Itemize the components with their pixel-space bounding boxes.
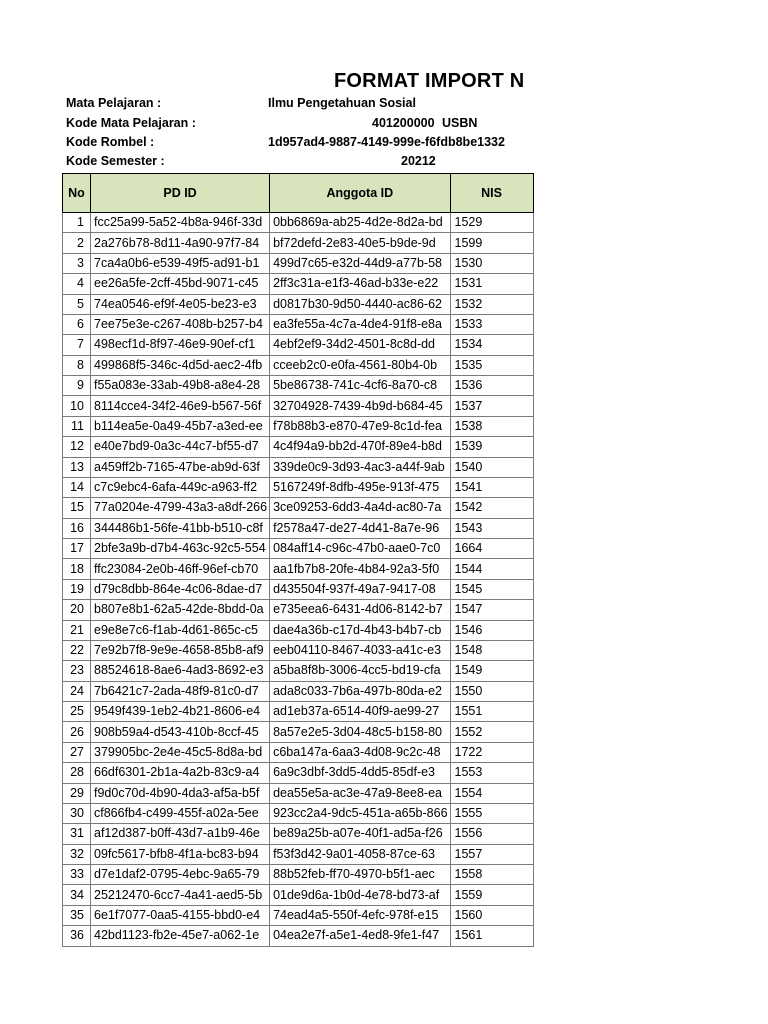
- cell-nis[interactable]: 1556: [450, 824, 533, 844]
- table-row: [63, 498, 534, 518]
- cell-pd-id[interactable]: a459ff2b-7165-47be-ab9d-63f: [91, 457, 270, 477]
- cell-no[interactable]: 7: [63, 335, 91, 355]
- table-row: [63, 742, 534, 762]
- table-row: [63, 824, 534, 844]
- cell-nis[interactable]: 1664: [450, 539, 533, 559]
- cell-pd-id[interactable]: b807e8b1-62a5-42de-8bdd-0a: [91, 600, 270, 620]
- cell-nis[interactable]: 1558: [450, 865, 533, 885]
- table-row: [63, 763, 534, 783]
- cell-nis[interactable]: 1559: [450, 885, 533, 905]
- table-row: [63, 477, 534, 497]
- cell-no[interactable]: 26: [63, 722, 91, 742]
- cell-anggota-id[interactable]: 5be86738-741c-4cf6-8a70-c8: [270, 376, 450, 396]
- cell-anggota-id[interactable]: ada8c033-7b6a-497b-80da-e2: [270, 681, 450, 701]
- cell-no[interactable]: 34: [63, 885, 91, 905]
- table-row: [63, 314, 534, 334]
- cell-no[interactable]: 17: [63, 539, 91, 559]
- cell-no[interactable]: 12: [63, 437, 91, 457]
- table-row: [63, 600, 534, 620]
- table-row: [63, 518, 534, 538]
- cell-no[interactable]: 1: [63, 213, 91, 233]
- cell-nis[interactable]: 1533: [450, 314, 533, 334]
- cell-pd-id[interactable]: 7e92b7f8-9e9e-4658-85b8-af9: [91, 640, 270, 660]
- cell-anggota-id[interactable]: 923cc2a4-9dc5-451a-a65b-866: [270, 803, 450, 823]
- cell-pd-id[interactable]: c7c9ebc4-6afa-449c-a963-ff2: [91, 477, 270, 497]
- cell-anggota-id[interactable]: 084aff14-c96c-47b0-aae0-7c0: [270, 539, 450, 559]
- table-row: [63, 885, 534, 905]
- table-row: [63, 376, 534, 396]
- cell-pd-id[interactable]: 9549f439-1eb2-4b21-8606-e4: [91, 702, 270, 722]
- cell-pd-id[interactable]: 8114cce4-34f2-46e9-b567-56f: [91, 396, 270, 416]
- cell-nis[interactable]: 1532: [450, 294, 533, 314]
- cell-pd-id[interactable]: cf866fb4-c499-455f-a02a-5ee: [91, 803, 270, 823]
- cell-anggota-id[interactable]: e735eea6-6431-4d06-8142-b7: [270, 600, 450, 620]
- cell-no[interactable]: 24: [63, 681, 91, 701]
- table-row: [63, 539, 534, 559]
- cell-no[interactable]: 20: [63, 600, 91, 620]
- table-row: [63, 355, 534, 375]
- header-anggota-id: Anggota ID: [270, 174, 450, 213]
- cell-anggota-id[interactable]: dea55e5a-ac3e-47a9-8ee8-ea: [270, 783, 450, 803]
- cell-no[interactable]: 2: [63, 233, 91, 253]
- cell-nis[interactable]: 1530: [450, 253, 533, 273]
- cell-nis[interactable]: 1543: [450, 518, 533, 538]
- cell-no[interactable]: 32: [63, 844, 91, 864]
- cell-anggota-id[interactable]: 8a57e2e5-3d04-48c5-b158-80: [270, 722, 450, 742]
- cell-nis[interactable]: 1554: [450, 783, 533, 803]
- cell-pd-id[interactable]: 7ee75e3e-c267-408b-b257-b4: [91, 314, 270, 334]
- cell-pd-id[interactable]: 379905bc-2e4e-45c5-8d8a-bd: [91, 742, 270, 762]
- cell-nis[interactable]: 1540: [450, 457, 533, 477]
- cell-pd-id[interactable]: 344486b1-56fe-41bb-b510-c8f: [91, 518, 270, 538]
- cell-no[interactable]: 15: [63, 498, 91, 518]
- cell-no[interactable]: 27: [63, 742, 91, 762]
- table-row: [63, 620, 534, 640]
- cell-nis[interactable]: 1545: [450, 579, 533, 599]
- cell-no[interactable]: 30: [63, 803, 91, 823]
- cell-nis[interactable]: 1551: [450, 702, 533, 722]
- cell-pd-id[interactable]: 6e1f7077-0aa5-4155-bbd0-e4: [91, 905, 270, 925]
- table-row: [63, 722, 534, 742]
- mapel-label: Mata Pelajaran :: [66, 96, 162, 110]
- cell-nis[interactable]: 1549: [450, 661, 533, 681]
- cell-nis[interactable]: 1550: [450, 681, 533, 701]
- cell-anggota-id[interactable]: 2ff3c31a-e1f3-46ad-b33e-e22: [270, 274, 450, 294]
- cell-anggota-id[interactable]: be89a25b-a07e-40f1-ad5a-f26: [270, 824, 450, 844]
- cell-nis[interactable]: 1560: [450, 905, 533, 925]
- cell-anggota-id[interactable]: eeb04110-8467-4033-a41c-e3: [270, 640, 450, 660]
- cell-nis[interactable]: 1555: [450, 803, 533, 823]
- table-row: [63, 274, 534, 294]
- cell-anggota-id[interactable]: 04ea2e7f-a5e1-4ed8-9fe1-f47: [270, 926, 450, 946]
- cell-pd-id[interactable]: 77a0204e-4799-43a3-a8df-266: [91, 498, 270, 518]
- cell-anggota-id[interactable]: 4ebf2ef9-34d2-4501-8c8d-dd: [270, 335, 450, 355]
- table-body: [63, 213, 534, 947]
- cell-nis[interactable]: 1537: [450, 396, 533, 416]
- table-row: [63, 803, 534, 823]
- table-row: [63, 640, 534, 660]
- cell-nis[interactable]: 1548: [450, 640, 533, 660]
- cell-pd-id[interactable]: 7b6421c7-2ada-48f9-81c0-d7: [91, 681, 270, 701]
- cell-pd-id[interactable]: 66df6301-2b1a-4a2b-83c9-a4: [91, 763, 270, 783]
- cell-no[interactable]: 23: [63, 661, 91, 681]
- cell-anggota-id[interactable]: 32704928-7439-4b9d-b684-45: [270, 396, 450, 416]
- table-row: [63, 579, 534, 599]
- cell-anggota-id[interactable]: d435504f-937f-49a7-9417-08: [270, 579, 450, 599]
- semester-value: 20212: [401, 154, 436, 168]
- cell-no[interactable]: 35: [63, 905, 91, 925]
- table-row: [63, 335, 534, 355]
- cell-pd-id[interactable]: 499868f5-346c-4d5d-aec2-4fb: [91, 355, 270, 375]
- cell-pd-id[interactable]: d79c8dbb-864e-4c06-8dae-d7: [91, 579, 270, 599]
- cell-nis[interactable]: 1544: [450, 559, 533, 579]
- cell-anggota-id[interactable]: 6a9c3dbf-3dd5-4dd5-85df-e3: [270, 763, 450, 783]
- semester-label: Kode Semester :: [66, 154, 165, 168]
- table-row: [63, 294, 534, 314]
- cell-anggota-id[interactable]: aa1fb7b8-20fe-4b84-92a3-5f0: [270, 559, 450, 579]
- cell-anggota-id[interactable]: 74ead4a5-550f-4efc-978f-e15: [270, 905, 450, 925]
- cell-no[interactable]: 33: [63, 865, 91, 885]
- cell-no[interactable]: 25: [63, 702, 91, 722]
- cell-pd-id[interactable]: 42bd1123-fb2e-45e7-a062-1e: [91, 926, 270, 946]
- cell-anggota-id[interactable]: f78b88b3-e870-47e9-8c1d-fea: [270, 416, 450, 436]
- cell-nis[interactable]: 1536: [450, 376, 533, 396]
- import-table: [62, 173, 534, 947]
- rombel-value: 1d957ad4-9887-4149-999e-f6fdb8be1332: [268, 135, 505, 149]
- cell-no[interactable]: 8: [63, 355, 91, 375]
- cell-anggota-id[interactable]: f53f3d42-9a01-4058-87ce-63: [270, 844, 450, 864]
- kode-mapel-suffix: USBN: [442, 116, 478, 130]
- cell-pd-id[interactable]: 2bfe3a9b-d7b4-463c-92c5-554: [91, 539, 270, 559]
- cell-nis[interactable]: 1553: [450, 763, 533, 783]
- table-row: [63, 865, 534, 885]
- cell-anggota-id[interactable]: dae4a36b-c17d-4b43-b4b7-cb: [270, 620, 450, 640]
- cell-nis[interactable]: 1557: [450, 844, 533, 864]
- cell-no[interactable]: 13: [63, 457, 91, 477]
- table-row: [63, 783, 534, 803]
- cell-no[interactable]: 6: [63, 314, 91, 334]
- cell-pd-id[interactable]: b114ea5e-0a49-45b7-a3ed-ee: [91, 416, 270, 436]
- cell-nis[interactable]: 1561: [450, 926, 533, 946]
- cell-anggota-id[interactable]: d0817b30-9d50-4440-ac86-62: [270, 294, 450, 314]
- table-row: [63, 416, 534, 436]
- cell-anggota-id[interactable]: 88b52feb-ff70-4970-b5f1-aec: [270, 865, 450, 885]
- cell-pd-id[interactable]: d7e1daf2-0795-4ebc-9a65-79: [91, 865, 270, 885]
- table-row: [63, 926, 534, 946]
- cell-pd-id[interactable]: 498ecf1d-8f97-46e9-90ef-cf1: [91, 335, 270, 355]
- cell-pd-id[interactable]: 88524618-8ae6-4ad3-8692-e3: [91, 661, 270, 681]
- mapel-value: Ilmu Pengetahuan Sosial: [268, 96, 416, 110]
- table-row: [63, 253, 534, 273]
- cell-pd-id[interactable]: e40e7bd9-0a3c-44c7-bf55-d7: [91, 437, 270, 457]
- cell-nis[interactable]: 1546: [450, 620, 533, 640]
- table-row: [63, 681, 534, 701]
- cell-no[interactable]: 28: [63, 763, 91, 783]
- cell-no[interactable]: 9: [63, 376, 91, 396]
- cell-anggota-id[interactable]: 4c4f94a9-bb2d-470f-89e4-b8d: [270, 437, 450, 457]
- cell-pd-id[interactable]: f9d0c70d-4b90-4da3-af5a-b5f: [91, 783, 270, 803]
- cell-anggota-id[interactable]: 3ce09253-6dd3-4a4d-ac80-7a: [270, 498, 450, 518]
- cell-pd-id[interactable]: 09fc5617-bfb8-4f1a-bc83-b94: [91, 844, 270, 864]
- cell-no[interactable]: 4: [63, 274, 91, 294]
- cell-pd-id[interactable]: 74ea0546-ef9f-4e05-be23-e3: [91, 294, 270, 314]
- cell-no[interactable]: 36: [63, 926, 91, 946]
- table-row: [63, 559, 534, 579]
- cell-anggota-id[interactable]: bf72defd-2e83-40e5-b9de-9d: [270, 233, 450, 253]
- table-row: [63, 213, 534, 233]
- cell-no[interactable]: 10: [63, 396, 91, 416]
- cell-pd-id[interactable]: 25212470-6cc7-4a41-aed5-5b: [91, 885, 270, 905]
- cell-no[interactable]: 31: [63, 824, 91, 844]
- cell-nis[interactable]: 1541: [450, 477, 533, 497]
- table-row: [63, 457, 534, 477]
- cell-no[interactable]: 18: [63, 559, 91, 579]
- cell-pd-id[interactable]: 908b59a4-d543-410b-8ccf-45: [91, 722, 270, 742]
- cell-no[interactable]: 29: [63, 783, 91, 803]
- cell-pd-id[interactable]: fcc25a99-5a52-4b8a-946f-33d: [91, 213, 270, 233]
- header-no: No: [63, 174, 91, 213]
- header-nis: NIS: [450, 174, 533, 213]
- cell-anggota-id[interactable]: ea3fe55a-4c7a-4de4-91f8-e8a: [270, 314, 450, 334]
- cell-no[interactable]: 19: [63, 579, 91, 599]
- cell-pd-id[interactable]: f55a083e-33ab-49b8-a8e4-28: [91, 376, 270, 396]
- cell-pd-id[interactable]: af12d387-b0ff-43d7-a1b9-46e: [91, 824, 270, 844]
- table-row: [63, 233, 534, 253]
- cell-pd-id[interactable]: e9e8e7c6-f1ab-4d61-865c-c5: [91, 620, 270, 640]
- cell-pd-id[interactable]: ee26a5fe-2cff-45bd-9071-c45: [91, 274, 270, 294]
- cell-anggota-id[interactable]: 499d7c65-e32d-44d9-a77b-58: [270, 253, 450, 273]
- table-row: [63, 702, 534, 722]
- cell-nis[interactable]: 1534: [450, 335, 533, 355]
- cell-no[interactable]: 16: [63, 518, 91, 538]
- cell-nis[interactable]: 1538: [450, 416, 533, 436]
- cell-anggota-id[interactable]: 0bb6869a-ab25-4d2e-8d2a-bd: [270, 213, 450, 233]
- cell-no[interactable]: 5: [63, 294, 91, 314]
- cell-anggota-id[interactable]: c6ba147a-6aa3-4d08-9c2c-48: [270, 742, 450, 762]
- rombel-label: Kode Rombel :: [66, 135, 155, 149]
- table-row: [63, 661, 534, 681]
- cell-nis[interactable]: 1547: [450, 600, 533, 620]
- cell-no[interactable]: 3: [63, 253, 91, 273]
- cell-nis[interactable]: 1529: [450, 213, 533, 233]
- table-row: [63, 905, 534, 925]
- cell-nis[interactable]: 1722: [450, 742, 533, 762]
- table-row: [63, 437, 534, 457]
- cell-anggota-id[interactable]: ad1eb37a-6514-40f9-ae99-27: [270, 702, 450, 722]
- cell-no[interactable]: 21: [63, 620, 91, 640]
- table-row: [63, 844, 534, 864]
- kode-mapel-label: Kode Mata Pelajaran :: [66, 116, 196, 130]
- cell-nis[interactable]: 1535: [450, 355, 533, 375]
- cell-pd-id[interactable]: 2a276b78-8d11-4a90-97f7-84: [91, 233, 270, 253]
- cell-nis[interactable]: 1599: [450, 233, 533, 253]
- table-row: [63, 396, 534, 416]
- cell-nis[interactable]: 1542: [450, 498, 533, 518]
- cell-no[interactable]: 11: [63, 416, 91, 436]
- cell-anggota-id[interactable]: cceeb2c0-e0fa-4561-80b4-0b: [270, 355, 450, 375]
- cell-no[interactable]: 14: [63, 477, 91, 497]
- cell-anggota-id[interactable]: 5167249f-8dfb-495e-913f-475: [270, 477, 450, 497]
- cell-pd-id[interactable]: 7ca4a0b6-e539-49f5-ad91-b1: [91, 253, 270, 273]
- cell-anggota-id[interactable]: a5ba8f8b-3006-4cc5-bd19-cfa: [270, 661, 450, 681]
- cell-nis[interactable]: 1531: [450, 274, 533, 294]
- kode-mapel-value: 401200000: [372, 116, 435, 130]
- cell-nis[interactable]: 1552: [450, 722, 533, 742]
- cell-nis[interactable]: 1539: [450, 437, 533, 457]
- cell-anggota-id[interactable]: 339de0c9-3d93-4ac3-a44f-9ab: [270, 457, 450, 477]
- cell-anggota-id[interactable]: 01de9d6a-1b0d-4e78-bd73-af: [270, 885, 450, 905]
- cell-anggota-id[interactable]: f2578a47-de27-4d41-8a7e-96: [270, 518, 450, 538]
- cell-no[interactable]: 22: [63, 640, 91, 660]
- table-header-row: [63, 174, 534, 213]
- header-pd-id: PD ID: [91, 174, 270, 213]
- cell-pd-id[interactable]: ffc23084-2e0b-46ff-96ef-cb70: [91, 559, 270, 579]
- page-title: FORMAT IMPORT N: [334, 70, 525, 92]
